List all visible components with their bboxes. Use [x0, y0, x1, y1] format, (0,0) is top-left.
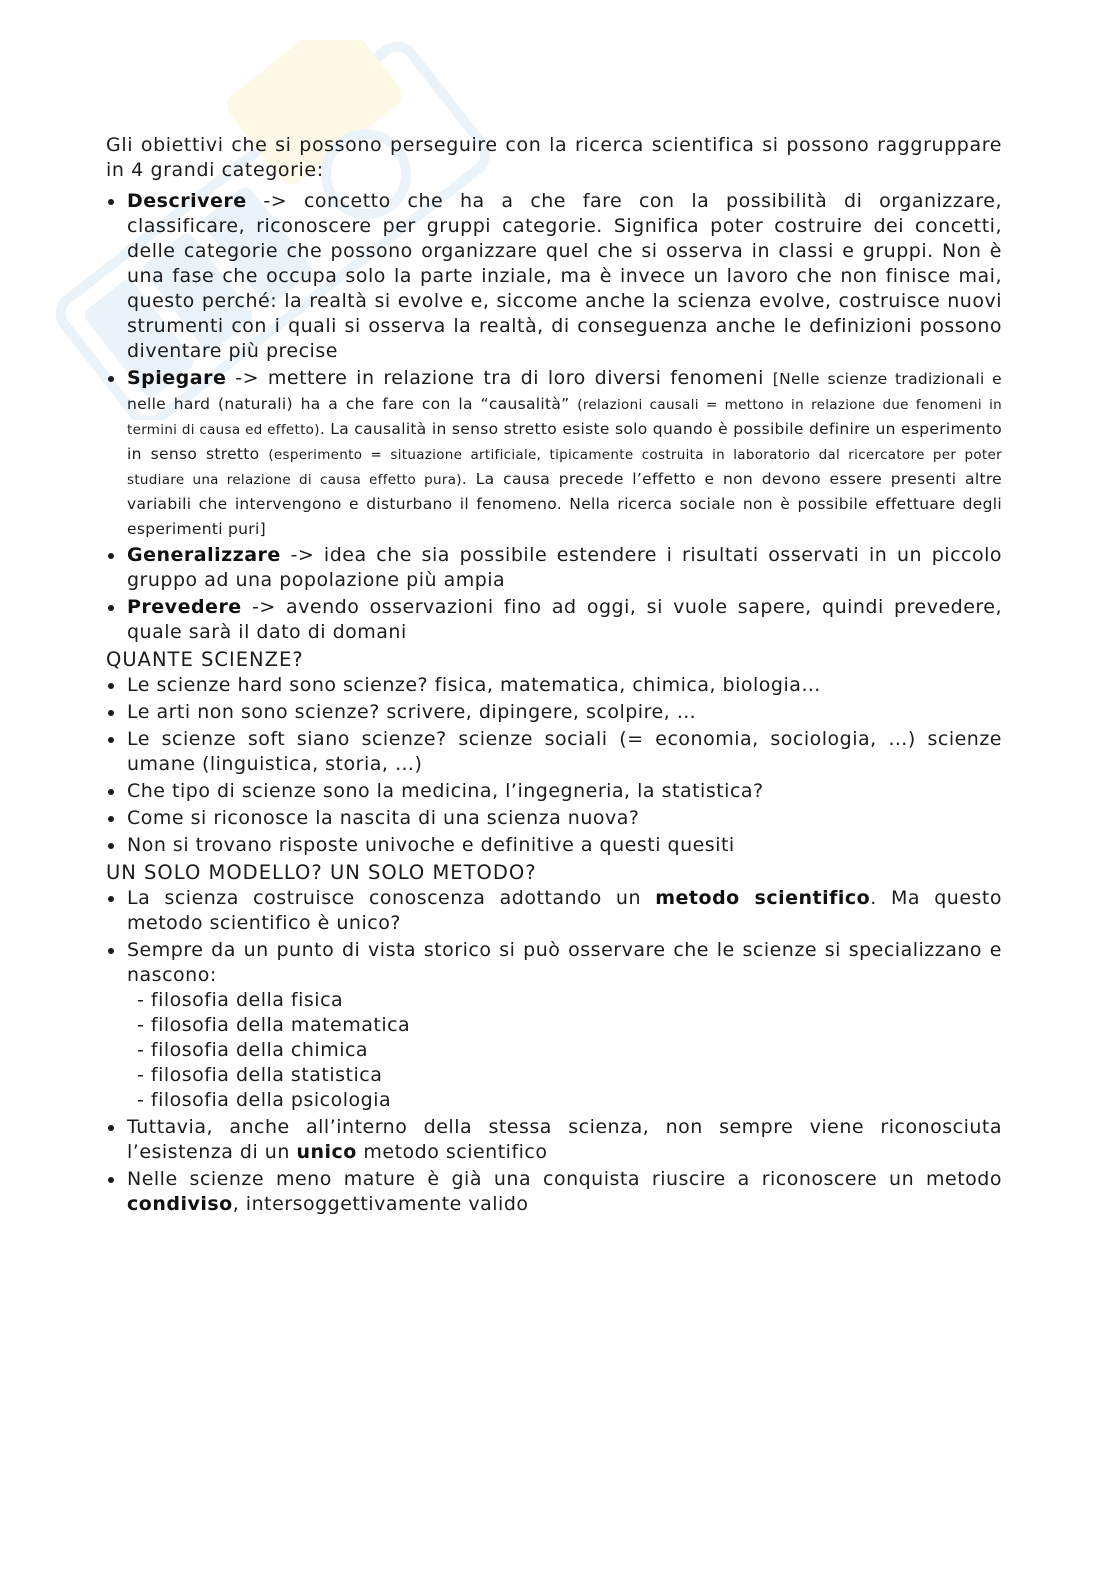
item-text: . Ma questo metodo scientifico è unico? — [127, 887, 1003, 934]
sublist-item: - filosofia della statistica — [137, 1064, 383, 1086]
emphasis-text: condiviso — [127, 1193, 233, 1215]
goal-term: Descrivere — [127, 190, 247, 212]
list-item — [106, 189, 1002, 364]
item-text: Sempre da un punto di vista storico si può osservare che le scienze si specializzano e nascono: — [127, 939, 1002, 986]
item-text: metodo scientifico — [356, 1141, 548, 1163]
section-heading: QUANTE SCIENZE? — [106, 648, 304, 671]
list-item — [106, 938, 1002, 1113]
intro-paragraph: Gli obiettivi che si possono perseguire con la ricerca scientifica si possono raggruppare in 4 grandi categorie: — [106, 134, 1002, 181]
list-item — [106, 886, 1002, 936]
item-text: Tuttavia, anche all’interno della stessa scienza, non sempre viene riconosciuta l’esistenza di un — [127, 1116, 1002, 1163]
list-item: Non si trovano risposte univoche e definitive a questi quesiti — [106, 833, 1002, 858]
philosophy-sublist — [127, 988, 1002, 1113]
sublist-item: - filosofia della psicologia — [137, 1089, 392, 1111]
item-text: La scienza costruisce conoscenza adottando un — [127, 887, 656, 909]
list-item: Le scienze hard sono scienze? fisica, matematica, chimica, biologia… — [106, 673, 1002, 698]
goals-list — [106, 189, 1002, 645]
list-item — [106, 1167, 1002, 1217]
item-text: , intersoggettivamente valido — [232, 1193, 529, 1215]
emphasis-text: metodo scientifico — [655, 887, 871, 909]
document-body — [106, 133, 1002, 1219]
note-small-text: (esperimento = situazione artificiale, tipicamente costruita in laboratorio dal ricercatore per poter studiare una relazione di causa effetto pura) — [127, 447, 1002, 488]
list-item: Che tipo di scienze sono la medicina, l’ingegneria, la statistica? — [106, 779, 1002, 804]
sublist-item: - filosofia della chimica — [137, 1039, 369, 1061]
goal-text: -> concetto che ha a che fare con la possibilità di organizzare, classificare, riconoscere per gruppi categorie. Significa poter costruire dei concetti, delle categorie che possono organizzare quel che si osserva in classi e gruppi. Non è una fase che occupa solo la parte inziale, ma è invece un lavoro che non finisce mai, questo perché: la realtà si evolve e, siccome anche la scienza evolve, costruisce nuovi strumenti con i quali si osserva la realtà, di conseguenza anche le definizioni possono diventare più precise — [127, 190, 1002, 362]
section-heading: UN SOLO MODELLO? UN SOLO METODO? — [106, 861, 537, 884]
list-item — [106, 595, 1002, 645]
sciences-list — [106, 673, 1002, 858]
sublist-item: - filosofia della matematica — [137, 1014, 411, 1036]
note-text: [Nelle scienze tradizionali e nelle hard (naturali) ha a che fare con la “causalità” — [127, 370, 1003, 413]
goal-term: Generalizzare — [127, 544, 281, 566]
list-item — [106, 366, 1002, 541]
goal-text: -> mettere in relazione tra di loro diversi fenomeni — [226, 367, 773, 389]
goal-term: Prevedere — [127, 596, 242, 618]
list-item — [106, 1115, 1002, 1165]
list-item: Come si riconosce la nascita di una scienza nuova? — [106, 806, 1002, 831]
method-list — [106, 886, 1002, 1217]
list-item: Le arti non sono scienze? scrivere, dipingere, scolpire, … — [106, 700, 1002, 725]
list-item — [106, 543, 1002, 593]
emphasis-text: unico — [296, 1141, 357, 1163]
item-text: Nelle scienze meno mature è già una conquista riuscire a riconoscere un metodo — [127, 1168, 1002, 1190]
note-text: . La causalità in senso stretto esiste solo quando è possibile definire un esperimento in senso stretto — [127, 420, 1003, 463]
note-small-text: (relazioni causali = mettono in relazione due fenomeni in termini di causa ed effetto) — [127, 397, 1002, 438]
list-item: Le scienze soft siano scienze? scienze sociali (= economia, sociologia, …) scienze umane (linguistica, storia, …) — [106, 727, 1002, 777]
sublist-item: - filosofia della fisica — [137, 989, 344, 1011]
goal-text: -> avendo osservazioni fino ad oggi, si vuole sapere, quindi prevedere, quale sarà il dato di domani — [127, 596, 1002, 643]
note-text: . La causa precede l’effetto e non devono essere presenti altre variabili che intervengono e disturbano il fenomeno. Nella ricerca sociale non è possibile effettuare degli esperimenti puri] — [127, 470, 1002, 538]
goal-text: -> idea che sia possibile estendere i risultati osservati in un piccolo gruppo ad una popolazione più ampia — [127, 544, 1002, 591]
goal-term: Spiegare — [127, 367, 227, 389]
